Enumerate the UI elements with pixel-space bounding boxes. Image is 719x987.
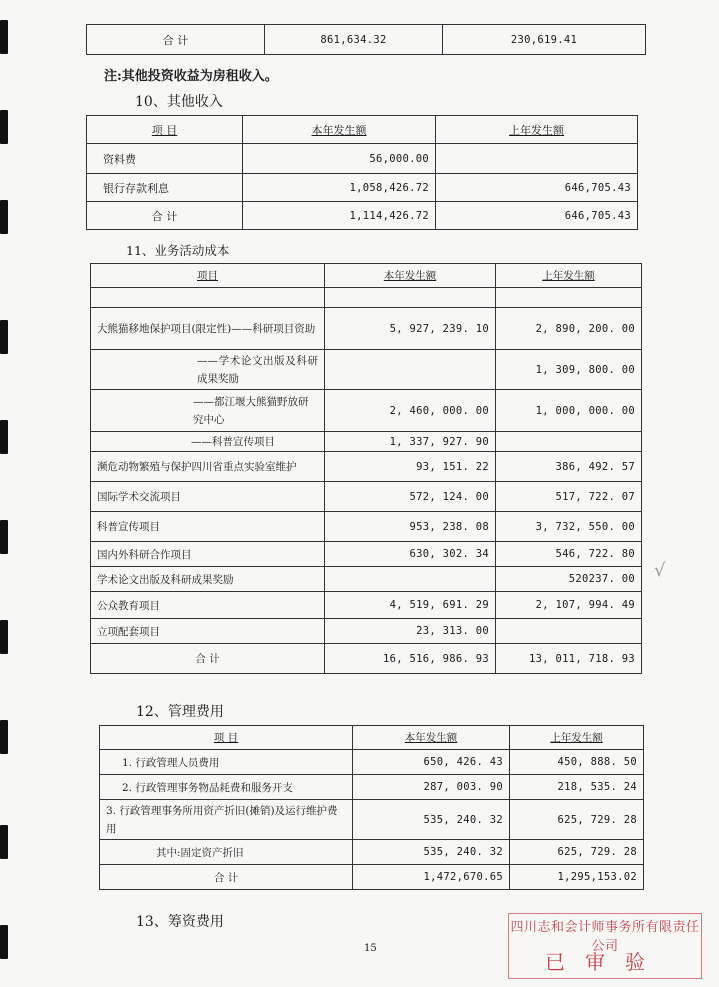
table-header-row	[100, 726, 644, 750]
current-amount: 16, 516, 986. 93	[325, 644, 496, 674]
row-label: 国内外科研合作项目	[91, 542, 325, 567]
current-amount: 861,634.32	[265, 25, 443, 55]
binder-mark	[0, 825, 8, 859]
current-amount: 1,058,426.72	[243, 174, 436, 202]
table-row	[91, 644, 642, 674]
row-label: ——科普宣传项目	[91, 432, 325, 452]
previous-amount: 625, 729. 28	[510, 840, 644, 865]
checkmark-icon: √	[654, 560, 666, 581]
row-label: 合 计	[87, 202, 243, 230]
section-12-title: 12、管理费用	[136, 704, 224, 720]
row-label: 濒危动物繁殖与保护四川省重点实验室维护	[91, 452, 325, 482]
row-label: 其中:固定资产折旧	[100, 840, 353, 865]
current-amount: 1,472,670.65	[353, 865, 510, 890]
current-amount	[325, 567, 496, 592]
row-label: 2. 行政管理事务物品耗费和服务开支	[100, 775, 353, 800]
table-row	[100, 750, 644, 775]
table-row	[91, 567, 642, 592]
previous-amount: 646,705.43	[436, 202, 638, 230]
column-header: 本年发生额	[325, 264, 496, 288]
current-amount	[325, 288, 496, 308]
section-10-title: 10、其他收入	[135, 94, 223, 110]
admin-expense-table	[99, 725, 644, 890]
binder-mark	[0, 320, 8, 354]
previous-amount: 546, 722. 80	[496, 542, 642, 567]
current-amount: 56,000.00	[243, 144, 436, 174]
table-row	[91, 482, 642, 512]
stamp-audited-text: 已审验	[545, 950, 665, 974]
column-header: 项 目	[87, 116, 243, 144]
column-header: 本年发生额	[353, 726, 510, 750]
previous-amount: 386, 492. 57	[496, 452, 642, 482]
table-row	[91, 432, 642, 452]
previous-amount: 625, 729. 28	[510, 800, 644, 840]
table-row	[100, 840, 644, 865]
table-row	[91, 288, 642, 308]
previous-amount: 450, 888. 50	[510, 750, 644, 775]
column-header: 上年发生额	[510, 726, 644, 750]
previous-amount: 13, 011, 718. 93	[496, 644, 642, 674]
table-row	[91, 350, 642, 390]
row-label: 科普宣传项目	[91, 512, 325, 542]
current-amount: 287, 003. 90	[353, 775, 510, 800]
column-header: 上年发生额	[436, 116, 638, 144]
previous-amount: 517, 722. 07	[496, 482, 642, 512]
current-amount: 953, 238. 08	[325, 512, 496, 542]
current-amount: 650, 426. 43	[353, 750, 510, 775]
previous-amount: 1, 309, 800. 00	[496, 350, 642, 390]
binder-mark	[0, 110, 8, 144]
row-label	[91, 288, 325, 308]
note-text: 注:其他投资收益为房租收入。	[104, 69, 278, 84]
previous-amount: 1, 000, 000. 00	[496, 390, 642, 432]
binder-mark	[0, 20, 8, 54]
row-label: 合 计	[100, 865, 353, 890]
binder-mark	[0, 720, 8, 754]
previous-amount: 3, 732, 550. 00	[496, 512, 642, 542]
table-header-row	[87, 116, 638, 144]
table-row	[91, 452, 642, 482]
table-row	[87, 202, 638, 230]
row-label: 大熊猫移地保护项目(限定性)——科研项目资助	[91, 308, 325, 350]
current-amount: 535, 240. 32	[353, 800, 510, 840]
row-label: 银行存款利息	[87, 174, 243, 202]
row-label: 国际学术交流项目	[91, 482, 325, 512]
section-13-title: 13、筹资费用	[136, 914, 224, 930]
column-header: 上年发生额	[496, 264, 642, 288]
previous-amount	[496, 288, 642, 308]
binder-mark	[0, 925, 8, 959]
previous-amount: 2, 890, 200. 00	[496, 308, 642, 350]
binder-mark	[0, 200, 8, 234]
current-amount: 23, 313. 00	[325, 619, 496, 644]
section-11-title: 11、业务活动成本	[126, 243, 230, 258]
previous-amount: 646,705.43	[436, 174, 638, 202]
audit-stamp	[508, 913, 702, 979]
table-row	[91, 390, 642, 432]
column-header: 本年发生额	[243, 116, 436, 144]
row-label: 资料费	[87, 144, 243, 174]
column-header: 项目	[91, 264, 325, 288]
previous-amount: 2, 107, 994. 49	[496, 592, 642, 619]
current-amount: 2, 460, 000. 00	[325, 390, 496, 432]
table-row	[91, 592, 642, 619]
table-row	[87, 25, 646, 55]
table-row	[91, 542, 642, 567]
row-label: 1. 行政管理人员费用	[100, 750, 353, 775]
previous-amount	[436, 144, 638, 174]
table-row	[91, 512, 642, 542]
current-amount: 1, 337, 927. 90	[325, 432, 496, 452]
column-header: 项 目	[100, 726, 353, 750]
binder-mark	[0, 620, 8, 654]
current-amount: 4, 519, 691. 29	[325, 592, 496, 619]
row-label: 立项配套项目	[91, 619, 325, 644]
page-number: 15	[364, 943, 377, 954]
row-label-text: ——学术论文出版及科研成果奖励	[197, 354, 318, 385]
previous-amount	[496, 619, 642, 644]
current-amount: 535, 240. 32	[353, 840, 510, 865]
business-cost-table	[90, 263, 642, 674]
row-label: 学术论文出版及科研成果奖励	[91, 567, 325, 592]
row-label: 3. 行政管理事务所用资产折旧(摊销)及运行维护费用	[100, 800, 353, 840]
table-row	[91, 619, 642, 644]
table-row	[100, 865, 644, 890]
previous-amount: 520237. 00	[496, 567, 642, 592]
current-amount: 5, 927, 239. 10	[325, 308, 496, 350]
table-row	[91, 308, 642, 350]
row-label: 公众教育项目	[91, 592, 325, 619]
current-amount: 572, 124. 00	[325, 482, 496, 512]
current-amount: 1,114,426.72	[243, 202, 436, 230]
table-row	[100, 775, 644, 800]
table-row	[87, 144, 638, 174]
previous-amount: 218, 535. 24	[510, 775, 644, 800]
binder-mark	[0, 420, 8, 454]
table-row	[87, 174, 638, 202]
row-label: 合 计	[91, 644, 325, 674]
row-label: 合 计	[87, 25, 265, 55]
top-total-table	[86, 24, 646, 55]
row-label-text: ——都江堰大熊猫野放研究中心	[193, 395, 309, 426]
current-amount	[325, 350, 496, 390]
table-header-row	[91, 264, 642, 288]
row-label	[91, 350, 325, 390]
other-income-table	[86, 115, 638, 230]
table-row	[100, 800, 644, 840]
current-amount: 93, 151. 22	[325, 452, 496, 482]
binder-mark	[0, 520, 8, 554]
previous-amount: 1,295,153.02	[510, 865, 644, 890]
stamp-firm-name: 四川志和会计师事务所有限责任公司	[510, 920, 700, 954]
row-label	[91, 390, 325, 432]
previous-amount: 230,619.41	[443, 25, 646, 55]
current-amount: 630, 302. 34	[325, 542, 496, 567]
previous-amount	[496, 432, 642, 452]
